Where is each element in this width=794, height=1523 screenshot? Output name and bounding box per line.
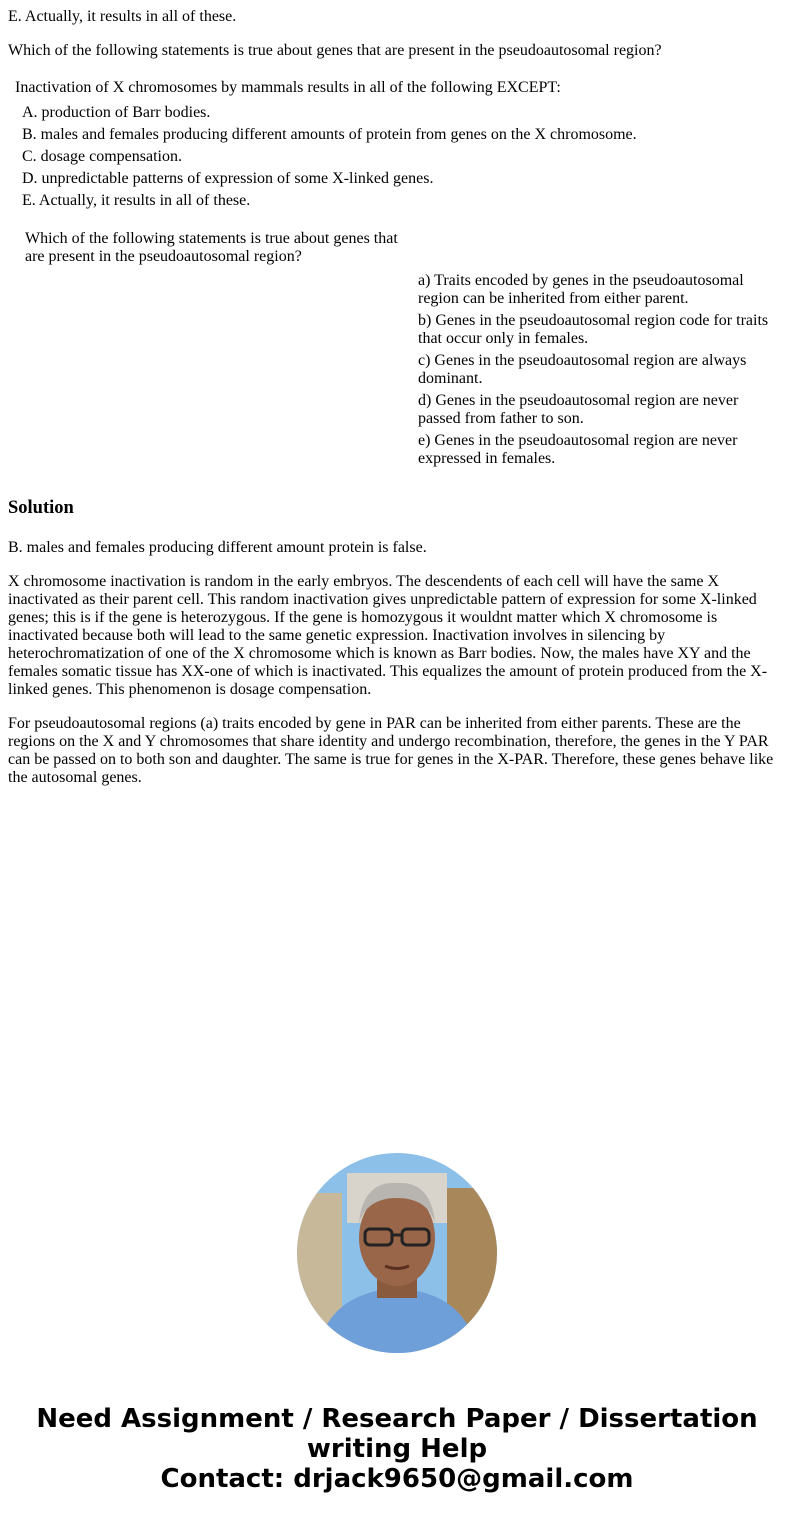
top-text-1: E. Actually, it results in all of these. [8, 8, 237, 25]
question-2-option-c: c) Genes in the pseudoautosomal region are always dominant. [418, 352, 747, 387]
footer-contact: Contact: drjack9650@gmail.com [160, 1464, 634, 1494]
question-2-option-a: a) Traits encoded by genes in the pseudoautosomal region can be inherited from either parent. [418, 272, 744, 307]
solution-paragraph-1: B. males and females producing different amount protein is false. [8, 539, 427, 556]
solution-heading: Solution [8, 498, 74, 518]
question-1-prompt: Inactivation of X chromosomes by mammals results in all of the following EXCEPT: [15, 79, 561, 96]
question-2-option-e: e) Genes in the pseudoautosomal region are never expressed in females. [418, 432, 738, 467]
author-photo [297, 1153, 497, 1353]
top-text-2: Which of the following statements is true about genes that are present in the pseudoautosomal region? [8, 42, 662, 59]
solution-paragraph-3: For pseudoautosomal regions (a) traits encoded by gene in PAR can be inherited from either parents. These are the regions on the X and Y chromosomes that share identity and undergo recombination, therefore, the genes in the Y PAR can be passed on to both son and daughter. The same is true for genes in the X-PAR. Therefore, these genes behave like the autosomal genes. [8, 715, 774, 786]
question-1-option-a: A. production of Barr bodies. [22, 104, 211, 121]
footer-line-1: Need Assignment / Research Paper / Dissertation writing Help [36, 1404, 758, 1464]
question-2-prompt: Which of the following statements is true about genes that are present in the pseudoautosomal region? [25, 230, 398, 265]
question-1-option-b: B. males and females producing different amounts of protein from genes on the X chromosome. [22, 126, 637, 143]
footer-banner [0, 1404, 794, 1494]
solution-paragraph-2: X chromosome inactivation is random in the early embryos. The descendents of each cell will have the same X inactivated as their parent cell. This random inactivation gives unpredictable pattern of expression for some X-linked genes; this is if the gene is heterozygous. If the gene is homozygous it wouldnt matter which X chromosome is inactivated because both will lead to the same genetic expression. Inactivation involves in silencing by heterochromatization of one of the X chromosome which is known as Barr bodies. Now, the males have XY and the females somatic tissue has XX-one of which is inactivated. This equalizes the amount of protein produced from the X-linked genes. This phenomenon is dosage compensation. [8, 573, 768, 698]
question-2-option-d: d) Genes in the pseudoautosomal region are never passed from father to son. [418, 392, 739, 427]
question-1-option-d: D. unpredictable patterns of expression of some X-linked genes. [22, 170, 434, 187]
question-1-option-c: C. dosage compensation. [22, 148, 182, 165]
question-2-option-b: b) Genes in the pseudoautosomal region code for traits that occur only in females. [418, 312, 769, 347]
question-1-option-e: E. Actually, it results in all of these. [22, 192, 251, 209]
